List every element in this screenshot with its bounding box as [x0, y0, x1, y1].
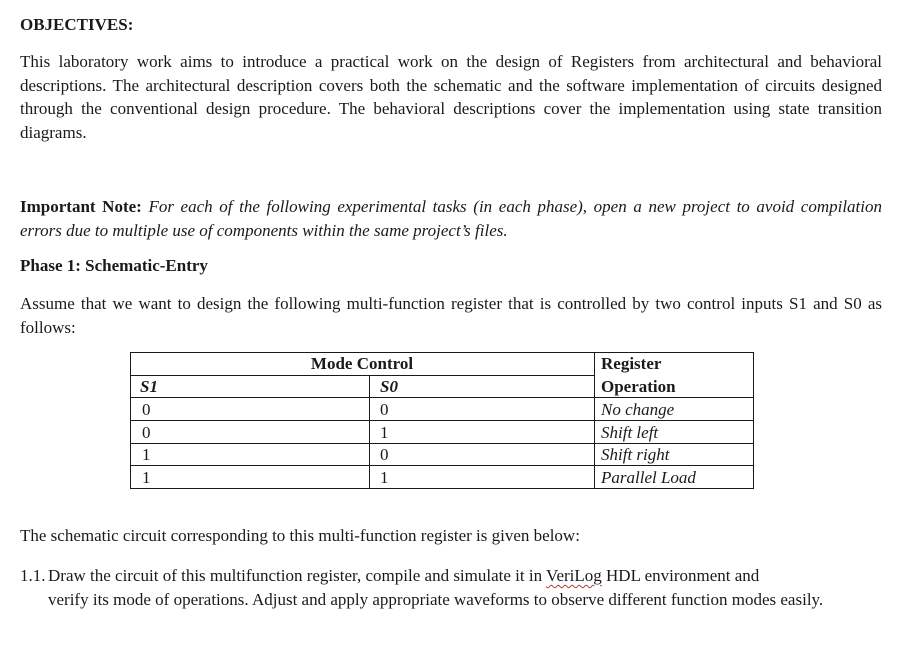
task-text-before: Draw the circuit of this multifunction register, compile and simulate it in — [48, 566, 543, 585]
row-1-s1: 0 — [142, 400, 151, 419]
row-1-s0: 0 — [380, 400, 389, 419]
task-text-after: HDL environment and — [606, 566, 760, 585]
s0-header: S0 — [380, 377, 398, 396]
row-4-operation: Parallel Load — [601, 468, 696, 487]
mode-control-table — [130, 352, 754, 489]
note-label: Important Note: — [20, 197, 142, 216]
intro-paragraph: This laboratory work aims to introduce a practical work on the design of Registers from architectural and behavioral descriptions. The architectural description covers both the schematic and the software implementation of circuits designed through the conventional design procedure. The behavioral descriptions cover the implementation using state transition diagrams. — [20, 52, 882, 142]
row-4-s1: 1 — [142, 468, 151, 487]
row-2-s0: 1 — [380, 423, 389, 442]
verilog-keyword: VeriLog — [546, 566, 602, 585]
row-3-operation: Shift right — [601, 445, 670, 464]
row-1-operation: No change — [601, 400, 675, 419]
operation-header-line2: Operation — [601, 377, 676, 396]
section-heading: OBJECTIVES: — [20, 15, 134, 34]
note-text: For each of the following experimental tasks (in each phase), open a new project to avoid compilation errors due to multiple use of components within the same project’s files. — [20, 197, 883, 240]
task-continuation: verify its mode of operations. Adjust and apply appropriate waveforms to observe different function modes easily. — [48, 590, 824, 609]
important-note — [20, 195, 882, 242]
phase-title: Phase 1: Schematic-Entry — [20, 256, 208, 275]
task-number: 1.1. — [20, 566, 46, 585]
task-item — [20, 564, 882, 612]
s1-header: S1 — [140, 377, 158, 396]
row-2-s1: 0 — [142, 423, 151, 442]
operation-header-line1: Register — [601, 354, 662, 373]
row-2-operation: Shift left — [601, 423, 659, 442]
row-3-s0: 0 — [380, 445, 389, 464]
task-line-1 — [48, 564, 882, 588]
assume-paragraph: Assume that we want to design the following multi-function register that is controlled by two control inputs S1 and S0 as follows: — [20, 294, 882, 337]
mode-control-header: Mode Control — [310, 354, 414, 373]
schematic-paragraph: The schematic circuit corresponding to this multi-function register is given below: — [20, 526, 580, 545]
row-3-s1: 1 — [142, 445, 151, 464]
row-4-s0: 1 — [380, 468, 389, 487]
